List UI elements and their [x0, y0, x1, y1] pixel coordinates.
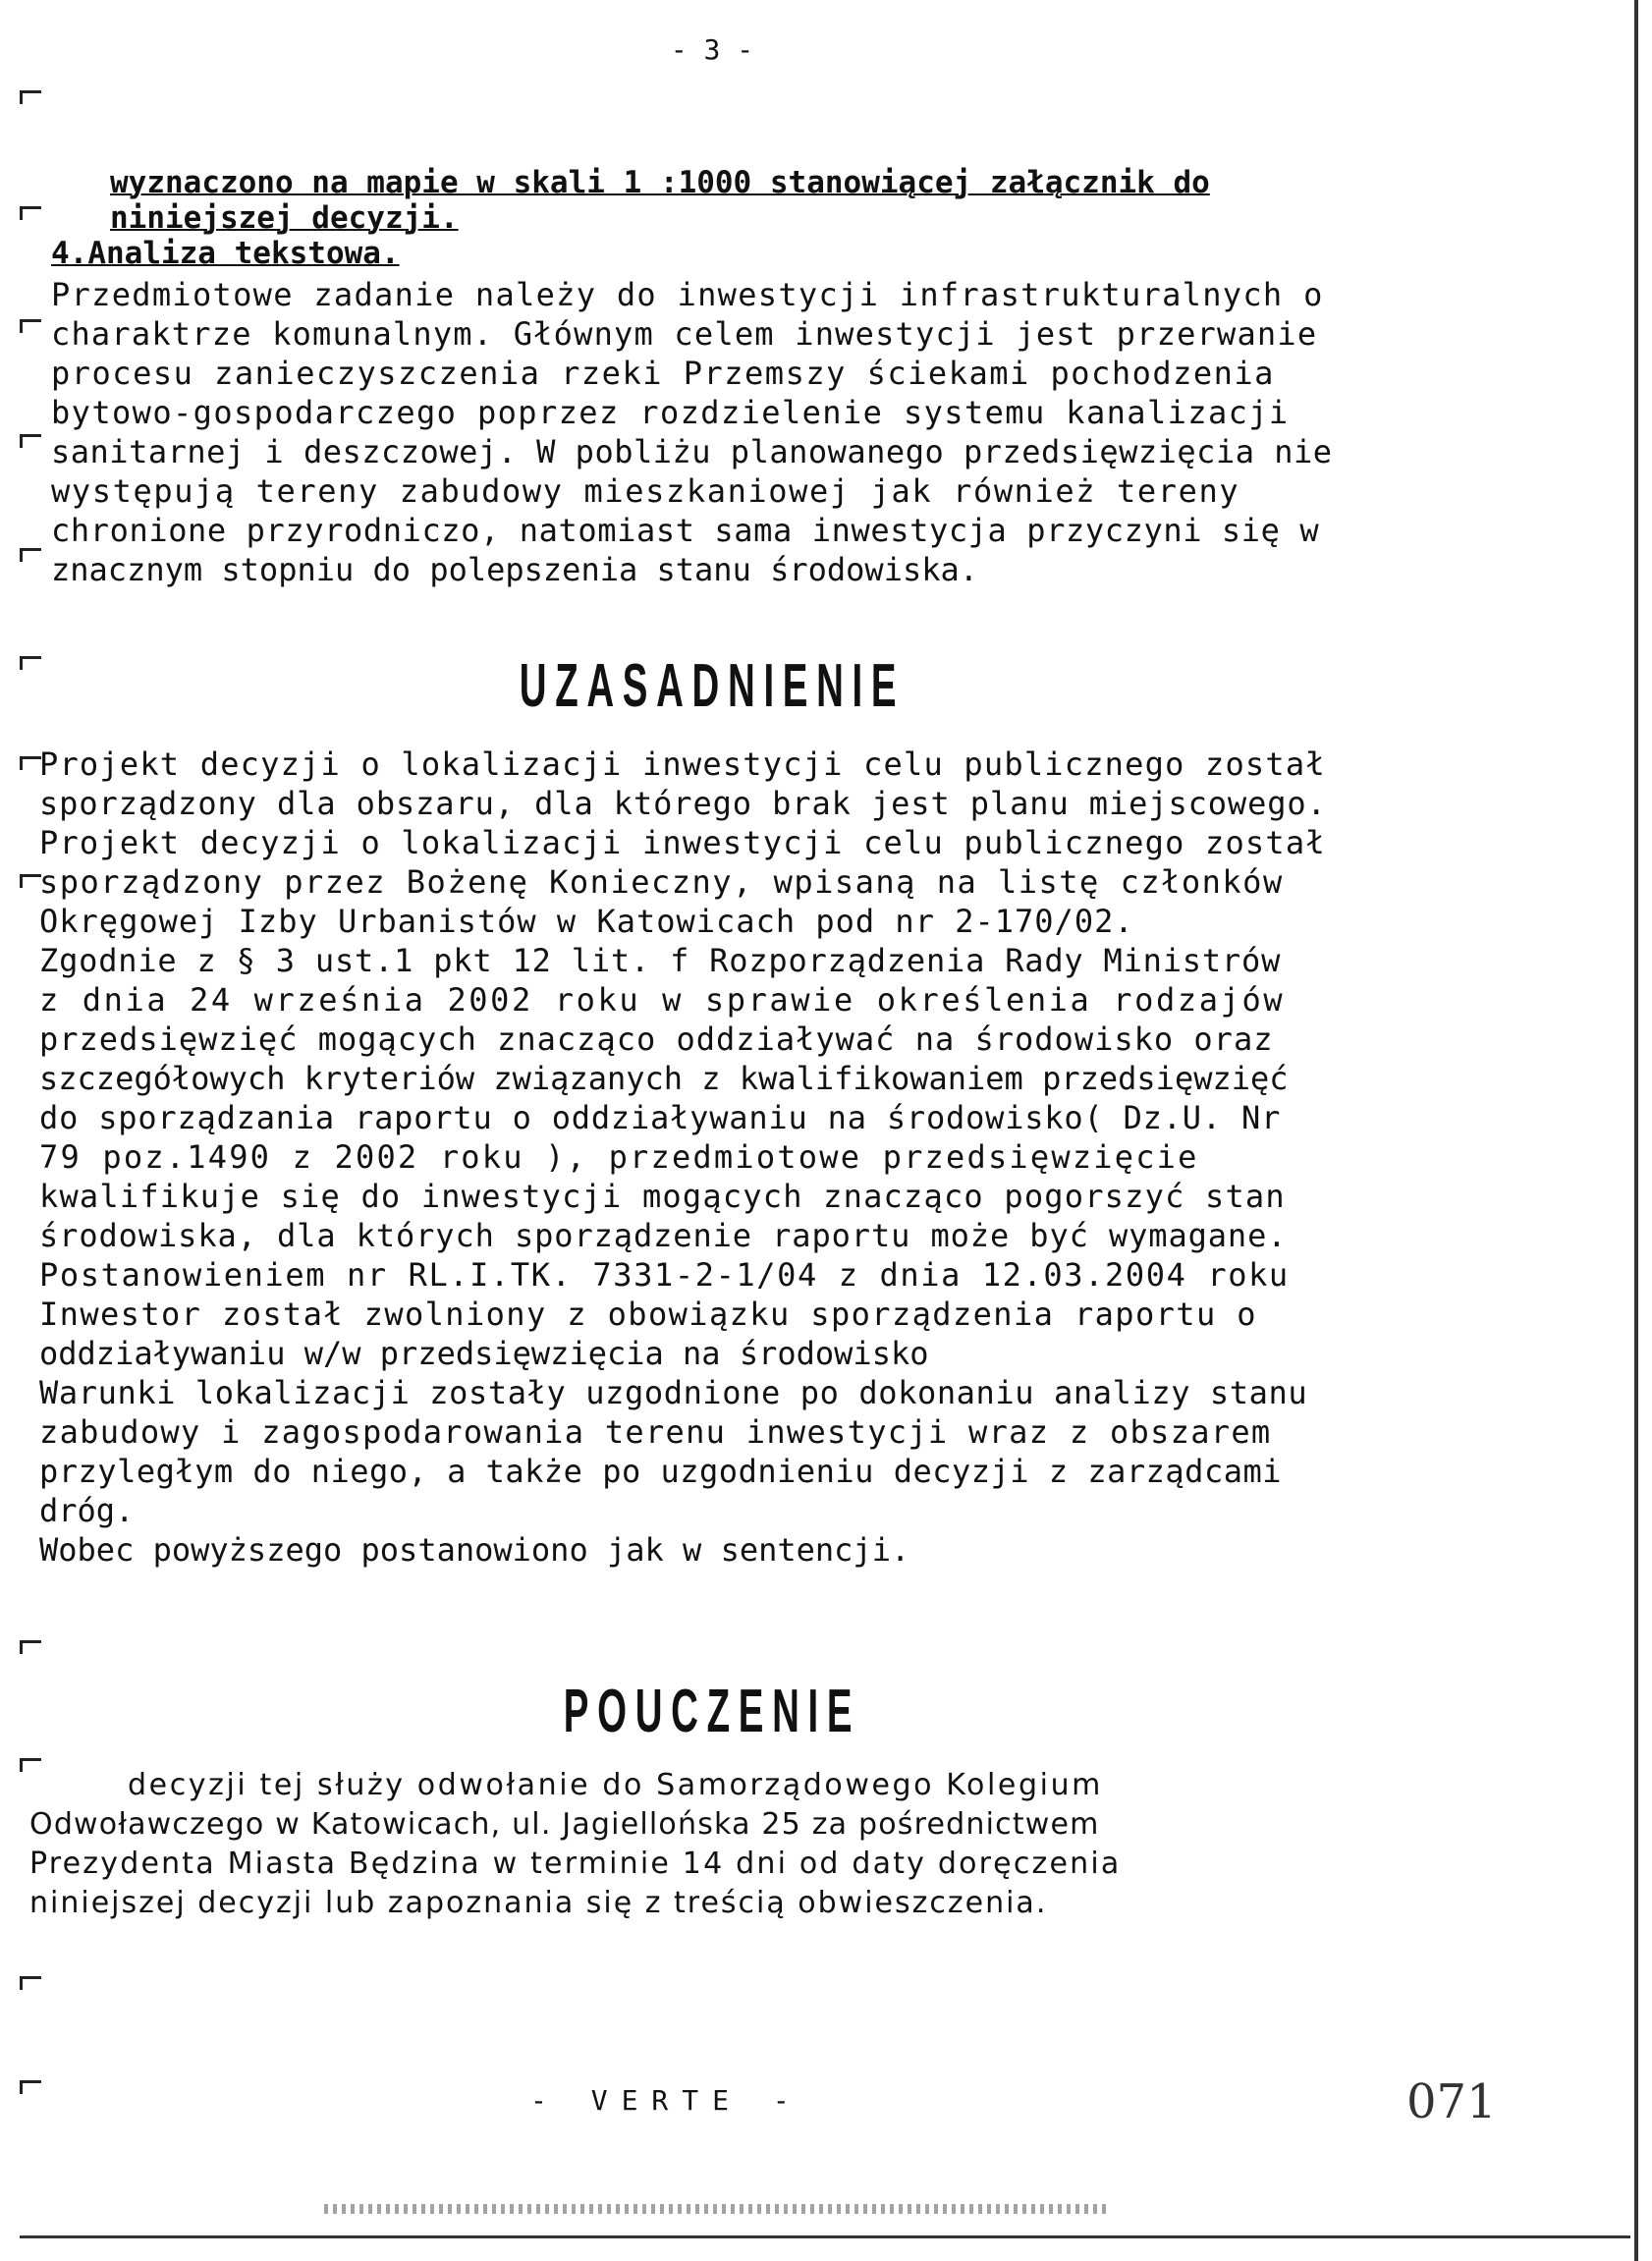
- margin-mark: [20, 756, 41, 759]
- justification-line: Projekt decyzji o lokalizacji inwestycji celu publicznego został: [39, 824, 1326, 861]
- justification-line: Inwestor został zwolniony z obowiązku sporządzenia raportu o: [39, 1296, 1257, 1333]
- section-4-heading: 4.Analiza tekstowa.: [51, 236, 400, 271]
- justification-line: Projekt decyzji o lokalizacji inwestycji celu publicznego został: [39, 745, 1326, 783]
- margin-mark: [20, 434, 41, 437]
- justification-line: środowiska, dla których sporządzenie raportu może być wymagane.: [39, 1217, 1288, 1254]
- justification-line: sporządzony dla obszaru, dla którego brak jest planu miejscowego.: [39, 785, 1327, 822]
- justification-line: Warunki lokalizacji zostały uzgodnione po dokonaniu analizy stanu: [39, 1374, 1308, 1411]
- analysis-line: występują tereny zabudowy mieszkaniowej jak również tereny: [51, 472, 1240, 510]
- page-stamp: 071: [1406, 2074, 1497, 2129]
- analysis-line: chronione przyrodniczo, natomiast sama inwestycja przyczyni się w: [51, 512, 1320, 549]
- analysis-line: sanitarnej i deszczowej. W pobliżu planowanego przedsięwzięcia nie: [51, 433, 1333, 470]
- justification-line: przedsięwzięć mogących znacząco oddziaływać na środowisko oraz: [39, 1020, 1274, 1058]
- analysis-line: Przedmiotowe zadanie należy do inwestycji infrastrukturalnych o: [51, 276, 1324, 313]
- pouczenie-heading: POUCZENIE: [563, 1678, 861, 1745]
- justification-line: kwalifikuje się do inwestycji mogących znacząco pogorszyć stan: [39, 1178, 1286, 1215]
- margin-mark: [20, 319, 41, 322]
- instruction-line: Prezydenta Miasta Będzina w terminie 14 dni od daty doręczenia: [29, 1847, 1122, 1881]
- justification-line: dróg.: [39, 1492, 135, 1529]
- margin-mark: [20, 1976, 41, 1979]
- margin-mark: [20, 548, 41, 551]
- scan-noise: [324, 2204, 1110, 2214]
- analysis-line: charaktrze komunalnym. Głównym celem inwestycji jest przerwanie: [51, 315, 1318, 353]
- justification-line: Wobec powyższego postanowiono jak w sentencji.: [39, 1531, 910, 1569]
- justification-line: z dnia 24 września 2002 roku w sprawie określenia rodzajów: [39, 981, 1286, 1019]
- justification-line: Okręgowej Izby Urbanistów w Katowicach pod nr 2-170/02.: [39, 903, 1134, 940]
- verte-note: - VERTE -: [530, 2084, 803, 2117]
- intro-line: niniejszej decyzji.: [110, 200, 459, 236]
- analysis-line: bytowo-gospodarczego poprzez rozdzielenie systemu kanalizacji: [51, 394, 1290, 431]
- instruction-line: decyzji tej służy odwołanie do Samorządowego Kolegium: [128, 1768, 1104, 1802]
- instruction-line: Odwoławczego w Katowicach, ul. Jagiellońska 25 za pośrednictwem: [29, 1807, 1100, 1842]
- intro-line: wyznaczono na mapie w skali 1 :1000 stanowiącej załącznik do: [110, 165, 1210, 200]
- analysis-line: procesu zanieczyszczenia rzeki Przemszy ściekami pochodzenia: [51, 355, 1275, 392]
- justification-line: przyległym do niego, a także po uzgodnieniu decyzji z zarządcami: [39, 1453, 1282, 1490]
- justification-line: zabudowy i zagospodarowania terenu inwestycji wraz z obszarem: [39, 1413, 1272, 1451]
- justification-line: 79 poz.1490 z 2002 roku ), przedmiotowe przedsięwzięcie: [39, 1138, 1199, 1176]
- bottom-rule: [20, 2235, 1630, 2238]
- page-number: - 3 -: [670, 33, 754, 66]
- margin-mark: [20, 1640, 41, 1643]
- scan-edge-border: [1634, 0, 1638, 2261]
- margin-mark: [20, 2080, 41, 2083]
- margin-mark: [20, 90, 41, 93]
- margin-mark: [20, 874, 41, 877]
- analysis-line: znacznym stopniu do polepszenia stanu środowiska.: [51, 551, 979, 588]
- margin-mark: [20, 656, 41, 659]
- justification-line: sporządzony przez Bożenę Konieczny, wpisaną na listę członków: [39, 863, 1284, 901]
- margin-mark: [20, 206, 41, 209]
- instruction-line: niniejszej decyzji lub zapoznania się z treścią obwieszczenia.: [29, 1886, 1048, 1920]
- justification-line: oddziaływaniu w/w przedsięwzięcia na środowisko: [39, 1335, 929, 1372]
- justification-line: szczegółowych kryteriów związanych z kwalifikowaniem przedsięwzięć: [39, 1060, 1289, 1097]
- justification-line: Zgodnie z § 3 ust.1 pkt 12 lit. f Rozporządzenia Rady Ministrów: [39, 942, 1282, 979]
- justification-line: Postanowieniem nr RL.I.TK. 7331-2-1/04 z dnia 12.03.2004 roku: [39, 1256, 1290, 1294]
- margin-mark: [20, 1758, 41, 1761]
- uzasadnienie-heading: UZASADNIENIE: [519, 652, 906, 720]
- justification-line: do sporządzania raportu o oddziaływaniu na środowisko( Dz.U. Nr: [39, 1099, 1282, 1136]
